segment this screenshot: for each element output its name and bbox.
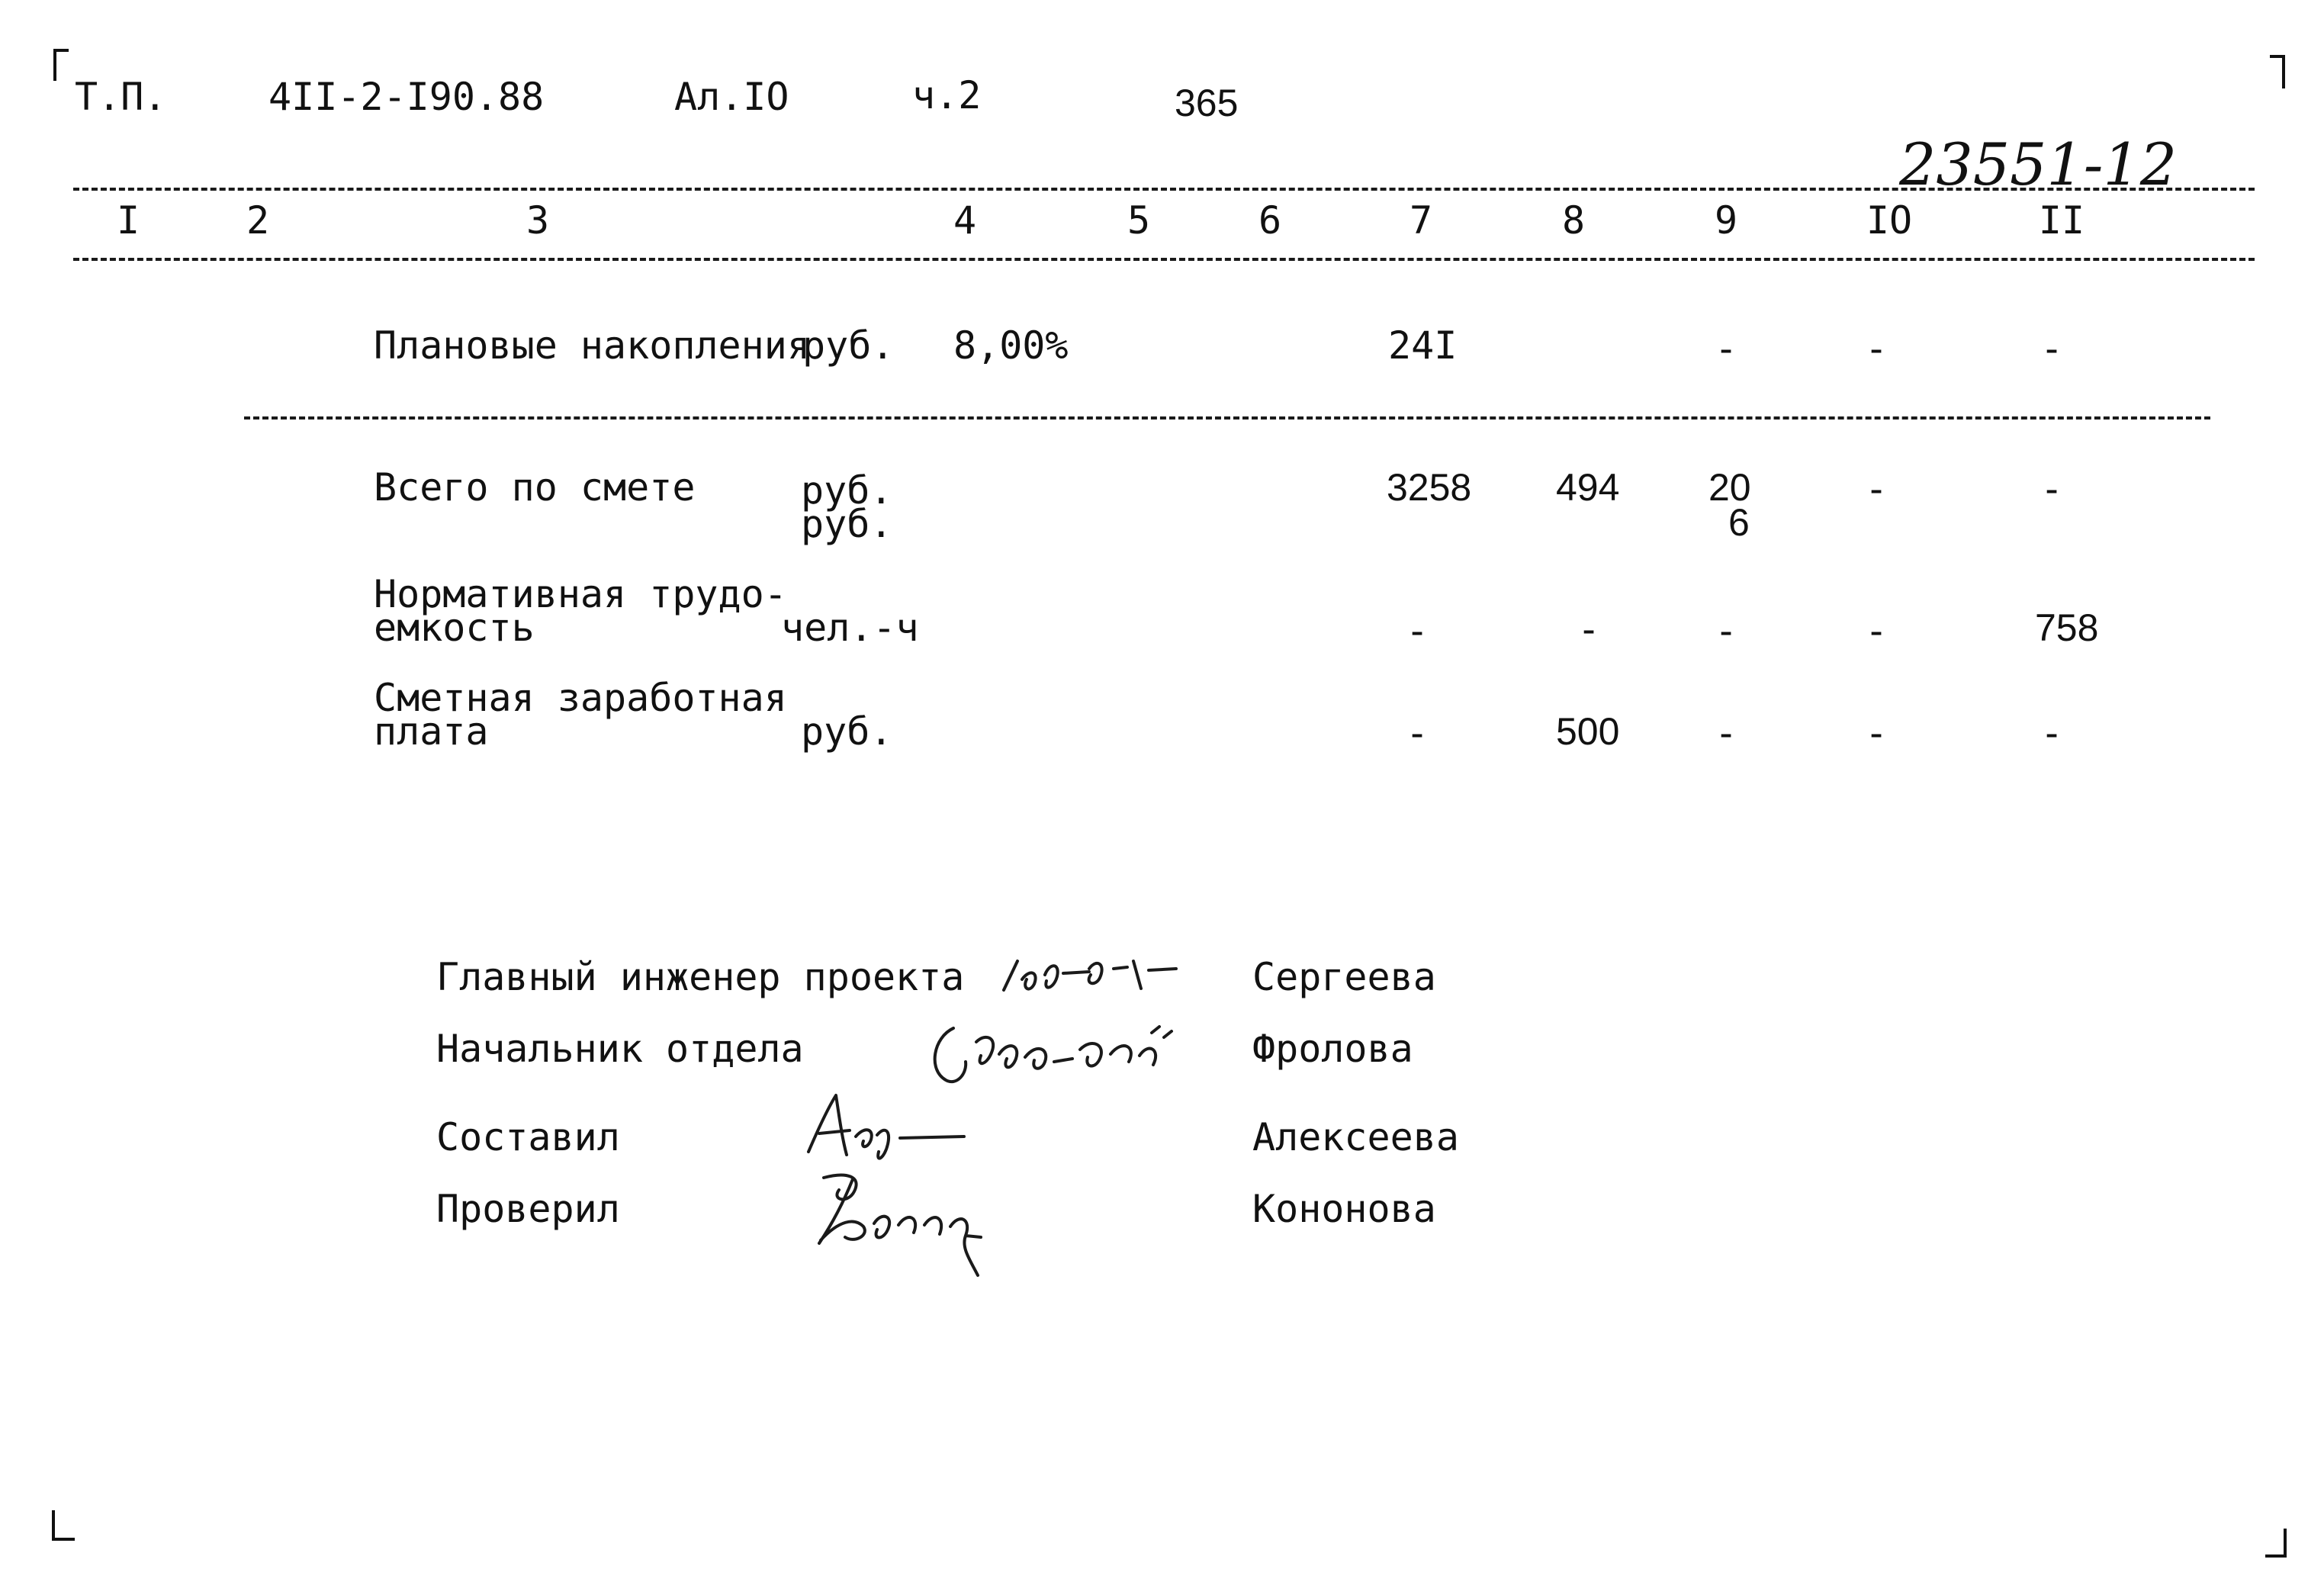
column-header: 9: [1714, 198, 1738, 243]
row-unit: руб.: [801, 502, 893, 546]
row-unit: руб.: [801, 709, 893, 754]
handwritten-signature-compiler: [802, 1085, 985, 1169]
row-label-line2: плата: [374, 709, 489, 754]
signature-name: Алексеева: [1252, 1115, 1459, 1159]
cell-col7: 3258: [1387, 466, 1472, 509]
cell-col7: -: [1405, 711, 1429, 755]
signature-name: Фролова: [1252, 1027, 1413, 1071]
signature-role: Проверил: [436, 1187, 620, 1231]
cell-col10: -: [1864, 467, 1888, 511]
column-header: 7: [1409, 198, 1433, 243]
signature-name: Кононова: [1252, 1187, 1436, 1231]
corner-mark-bottom-left: [52, 1510, 75, 1541]
corner-mark-bottom-right: [2265, 1529, 2287, 1558]
row-percent: 8,00%: [953, 323, 1069, 368]
cell-col10: -: [1864, 609, 1888, 653]
row-unit: чел.-ч: [781, 606, 919, 650]
table-top-rule: [73, 188, 2255, 191]
row-label: Всего по смете: [374, 465, 696, 510]
cell-col9: -: [1714, 326, 1738, 371]
cell-col11: -: [2040, 711, 2064, 755]
cell-col11: 758: [2035, 606, 2099, 649]
header-project-code: 4II-2-I90.88: [268, 75, 545, 119]
column-header: I: [116, 198, 140, 243]
signature-role: Начальник отдела: [436, 1027, 804, 1071]
cell-col11: -: [2040, 467, 2064, 511]
cell-col11: -: [2040, 326, 2064, 371]
column-header: 6: [1258, 198, 1282, 243]
cell-col8: -: [1577, 607, 1601, 651]
handwritten-signature-checker: [808, 1164, 1037, 1278]
column-header: 8: [1561, 198, 1586, 243]
row-label-line1: Сметная заработная: [374, 676, 787, 720]
column-header: 5: [1127, 198, 1151, 243]
column-header: 4: [953, 198, 977, 243]
row-label-line1: Нормативная трудо-: [374, 572, 787, 616]
handwritten-signature-department-head: [923, 1011, 1197, 1095]
cell-col9-top: 20: [1708, 466, 1751, 509]
corner-mark-top-left: [53, 49, 69, 81]
row-unit: руб.: [801, 468, 893, 513]
header-part: ч.2: [912, 73, 982, 117]
handwritten-signature-chief-engineer: [999, 946, 1182, 1007]
column-header: 2: [246, 198, 270, 243]
signature-name: Сергеева: [1252, 955, 1436, 999]
cell-col8: 500: [1556, 710, 1620, 753]
cell-col10: -: [1864, 326, 1888, 371]
subtotal-rule: [244, 416, 2210, 420]
cell-col8: 494: [1556, 466, 1620, 509]
row-unit: руб.: [802, 323, 895, 368]
table-header-bottom-rule: [73, 258, 2255, 261]
column-header: 3: [526, 198, 550, 243]
header-album: Ал.IO: [674, 75, 789, 119]
header-doc-number: 23551-12: [1899, 130, 2178, 198]
row-label-line2: емкость: [374, 606, 535, 650]
signature-role: Составил: [436, 1115, 620, 1159]
signature-role: Главный инженер проекта: [436, 955, 965, 999]
cell-col7: -: [1405, 609, 1429, 653]
column-header: IO: [1866, 198, 1913, 243]
corner-mark-top-right: [2270, 55, 2285, 88]
column-header: II: [2038, 198, 2085, 243]
cell-col10: -: [1864, 711, 1888, 755]
cell-col9: -: [1714, 609, 1738, 653]
cell-col9-bottom: 6: [1728, 501, 1750, 544]
row-label: Плановые накопления: [374, 323, 810, 368]
cell-col7: 24I: [1388, 323, 1458, 368]
header-tp: Т.П.: [75, 75, 167, 119]
header-page-number: 365: [1175, 82, 1239, 124]
cell-col9: -: [1714, 711, 1738, 755]
